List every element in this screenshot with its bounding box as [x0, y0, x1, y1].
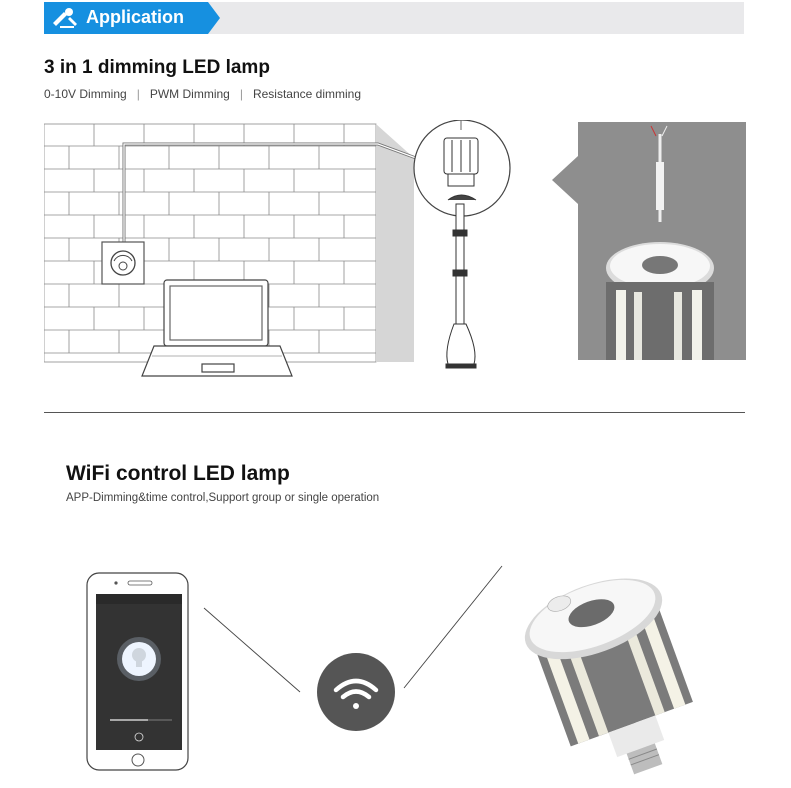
wrench-icon [50, 7, 80, 29]
dimming-title: 3 in 1 dimming LED lamp [44, 57, 270, 78]
mode-resistance: Resistance dimming [252, 87, 361, 101]
phone-app-mockup [86, 572, 190, 772]
application-label: Application [86, 7, 184, 27]
street-lamp-icon [414, 120, 510, 368]
dimming-modes: 0-10V Dimming | PWM Dimming | Resistance dimming [44, 87, 361, 101]
mode-pwm: PWM Dimming [149, 87, 230, 101]
wifi-subtitle: APP-Dimming&time control,Support group or single operation [66, 492, 380, 504]
section-divider [44, 412, 745, 413]
dimmer-knob-icon [102, 242, 144, 284]
wifi-led-lamp-photo [486, 546, 746, 786]
led-lamp-photo [552, 122, 746, 360]
wall-diagram [44, 120, 514, 382]
wifi-title: WiFi control LED lamp [66, 462, 290, 485]
wifi-badge [316, 652, 396, 732]
mode-0-10v: 0-10V Dimming [44, 87, 127, 101]
